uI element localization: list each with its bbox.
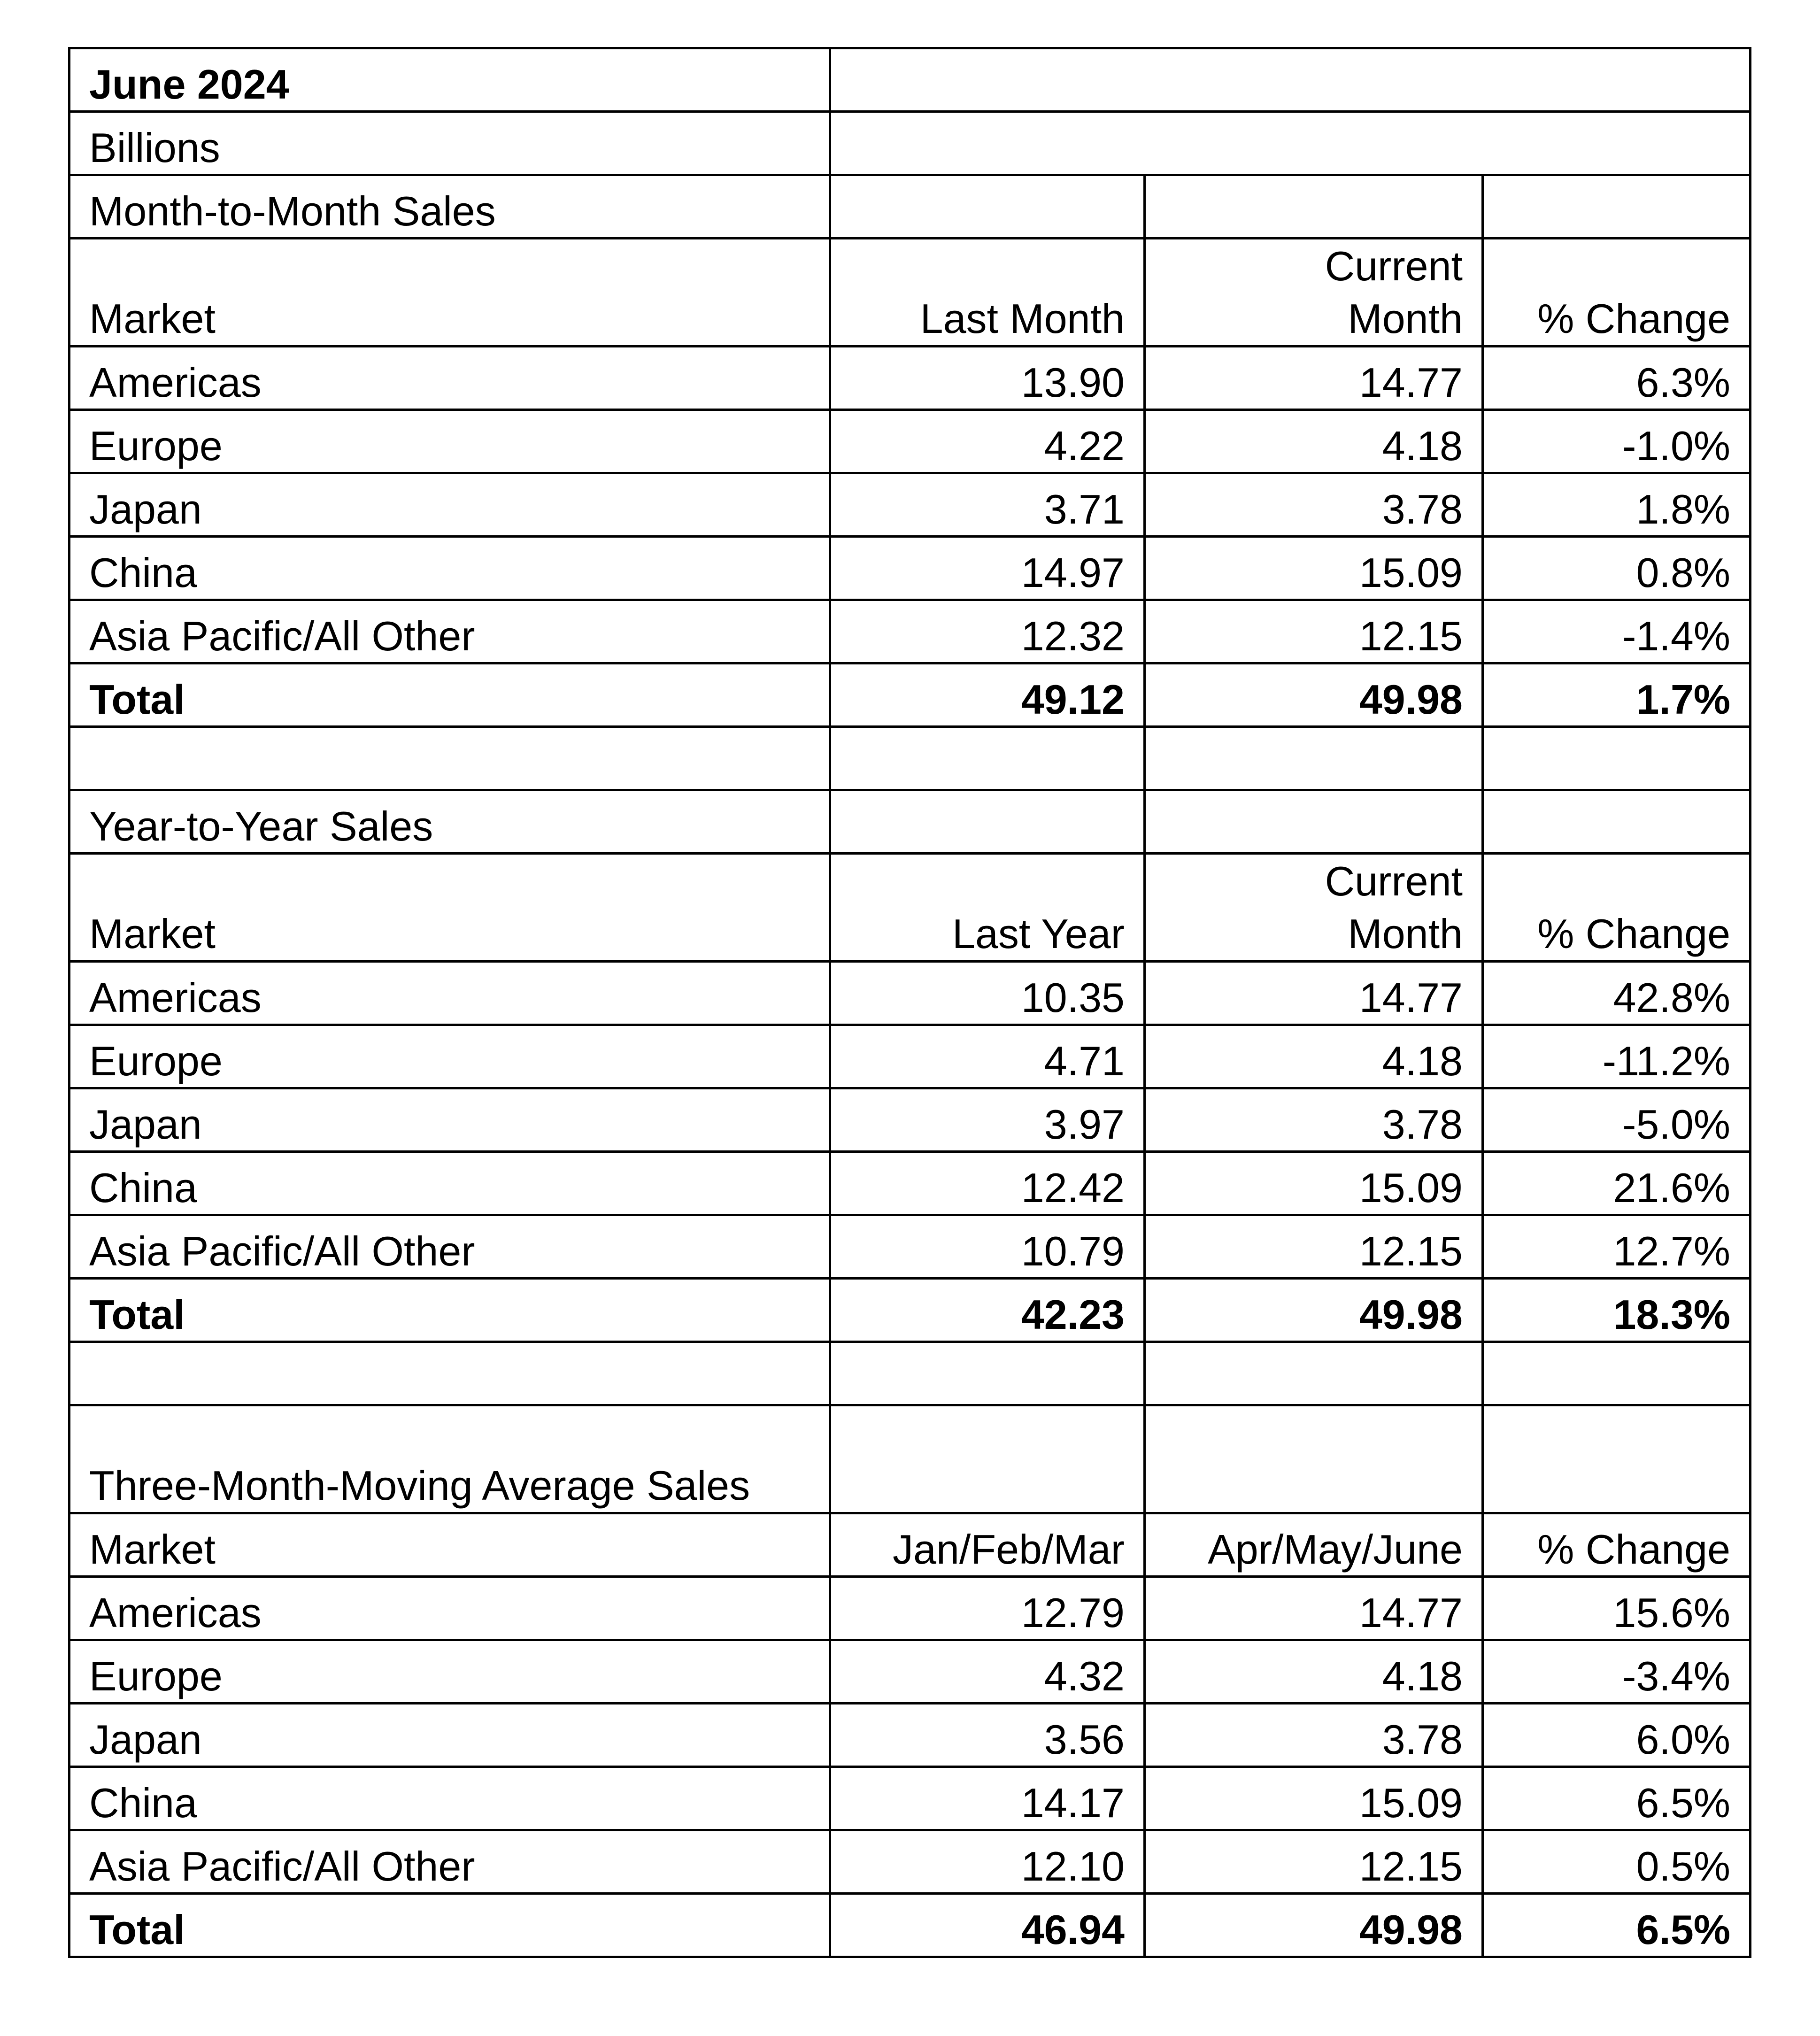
empty-cell bbox=[830, 48, 1751, 112]
section-heading: Three-Month-Moving Average Sales bbox=[69, 1405, 830, 1513]
column-header-apr-may-june: Apr/May/June bbox=[1145, 1513, 1483, 1577]
pct-cell: 6.0% bbox=[1483, 1704, 1751, 1767]
table-row bbox=[69, 1152, 1751, 1215]
empty-cell bbox=[830, 112, 1751, 175]
market-cell: China bbox=[69, 537, 830, 600]
value-cell: 4.18 bbox=[1145, 1640, 1483, 1704]
empty-cell bbox=[1483, 1342, 1751, 1405]
empty-cell bbox=[69, 1342, 830, 1405]
total-row bbox=[69, 1894, 1751, 1957]
pct-cell: 21.6% bbox=[1483, 1152, 1751, 1215]
value-cell: 3.56 bbox=[830, 1704, 1145, 1767]
column-header-market: Market bbox=[69, 1513, 830, 1577]
empty-cell bbox=[1145, 790, 1483, 854]
market-cell: Japan bbox=[69, 1088, 830, 1152]
value-cell: 12.10 bbox=[830, 1830, 1145, 1894]
total-pct: 1.7% bbox=[1483, 663, 1751, 727]
value-cell: 3.97 bbox=[830, 1088, 1145, 1152]
market-cell: Europe bbox=[69, 1640, 830, 1704]
table-row bbox=[69, 1704, 1751, 1767]
total-value: 49.12 bbox=[830, 663, 1145, 727]
total-value: 42.23 bbox=[830, 1279, 1145, 1342]
value-cell: 14.77 bbox=[1145, 962, 1483, 1025]
table-row bbox=[69, 600, 1751, 663]
empty-cell bbox=[1145, 727, 1483, 790]
total-row bbox=[69, 1279, 1751, 1342]
market-cell: Asia Pacific/All Other bbox=[69, 600, 830, 663]
value-cell: 12.79 bbox=[830, 1577, 1145, 1640]
total-value: 46.94 bbox=[830, 1894, 1145, 1957]
value-cell: 4.22 bbox=[830, 410, 1145, 473]
table-row bbox=[69, 962, 1751, 1025]
value-cell: 3.71 bbox=[830, 473, 1145, 537]
section-heading: Year-to-Year Sales bbox=[69, 790, 830, 854]
units-row bbox=[69, 112, 1751, 175]
value-cell: 12.15 bbox=[1145, 600, 1483, 663]
empty-cell bbox=[830, 727, 1145, 790]
market-cell: China bbox=[69, 1767, 830, 1830]
pct-cell: -11.2% bbox=[1483, 1025, 1751, 1088]
empty-cell bbox=[830, 1342, 1145, 1405]
empty-cell bbox=[1145, 175, 1483, 239]
empty-cell bbox=[1483, 790, 1751, 854]
total-row bbox=[69, 663, 1751, 727]
column-header-row bbox=[69, 854, 1751, 962]
column-header-pct-change: % Change bbox=[1483, 854, 1751, 962]
value-cell: 10.35 bbox=[830, 962, 1145, 1025]
header-line: Current bbox=[1325, 858, 1463, 904]
market-cell: Americas bbox=[69, 347, 830, 410]
empty-cell bbox=[1483, 727, 1751, 790]
value-cell: 3.78 bbox=[1145, 1088, 1483, 1152]
total-label: Total bbox=[69, 1894, 830, 1957]
value-cell: 15.09 bbox=[1145, 537, 1483, 600]
column-header-market: Market bbox=[69, 854, 830, 962]
value-cell: 4.32 bbox=[830, 1640, 1145, 1704]
value-cell: 3.78 bbox=[1145, 473, 1483, 537]
table-row bbox=[69, 410, 1751, 473]
total-label: Total bbox=[69, 663, 830, 727]
value-cell: 4.18 bbox=[1145, 1025, 1483, 1088]
units-label: Billions bbox=[69, 112, 830, 175]
column-header-jan-feb-mar: Jan/Feb/Mar bbox=[830, 1513, 1145, 1577]
spacer-row bbox=[69, 727, 1751, 790]
column-header-last-month: Last Month bbox=[830, 239, 1145, 347]
pct-cell: 15.6% bbox=[1483, 1577, 1751, 1640]
empty-cell bbox=[830, 175, 1145, 239]
report-title: June 2024 bbox=[69, 48, 830, 112]
market-cell: Europe bbox=[69, 1025, 830, 1088]
column-header-row bbox=[69, 1513, 1751, 1577]
header-line: Current bbox=[1325, 243, 1463, 289]
empty-cell bbox=[830, 1405, 1145, 1513]
value-cell: 4.18 bbox=[1145, 410, 1483, 473]
market-cell: Americas bbox=[69, 962, 830, 1025]
value-cell: 15.09 bbox=[1145, 1767, 1483, 1830]
header-line: Month bbox=[1348, 295, 1463, 342]
value-cell: 4.71 bbox=[830, 1025, 1145, 1088]
value-cell: 14.77 bbox=[1145, 347, 1483, 410]
table-row bbox=[69, 1025, 1751, 1088]
market-cell: Asia Pacific/All Other bbox=[69, 1830, 830, 1894]
value-cell: 15.09 bbox=[1145, 1152, 1483, 1215]
total-pct: 6.5% bbox=[1483, 1894, 1751, 1957]
table-row bbox=[69, 1577, 1751, 1640]
value-cell: 12.15 bbox=[1145, 1830, 1483, 1894]
table-row bbox=[69, 1640, 1751, 1704]
column-header-current-month bbox=[1145, 854, 1483, 962]
table-row bbox=[69, 1215, 1751, 1279]
section-heading-row bbox=[69, 790, 1751, 854]
table-row bbox=[69, 473, 1751, 537]
pct-cell: -1.0% bbox=[1483, 410, 1751, 473]
pct-cell: -5.0% bbox=[1483, 1088, 1751, 1152]
total-pct: 18.3% bbox=[1483, 1279, 1751, 1342]
market-cell: China bbox=[69, 1152, 830, 1215]
column-header-last-year: Last Year bbox=[830, 854, 1145, 962]
total-value: 49.98 bbox=[1145, 1894, 1483, 1957]
table-row bbox=[69, 1767, 1751, 1830]
section-heading: Month-to-Month Sales bbox=[69, 175, 830, 239]
pct-cell: -1.4% bbox=[1483, 600, 1751, 663]
total-value: 49.98 bbox=[1145, 1279, 1483, 1342]
market-cell: Europe bbox=[69, 410, 830, 473]
value-cell: 12.42 bbox=[830, 1152, 1145, 1215]
value-cell: 14.17 bbox=[830, 1767, 1145, 1830]
table-row bbox=[69, 537, 1751, 600]
column-header-row bbox=[69, 239, 1751, 347]
empty-cell bbox=[1145, 1342, 1483, 1405]
sales-table bbox=[68, 47, 1751, 1958]
pct-cell: 1.8% bbox=[1483, 473, 1751, 537]
total-value: 49.98 bbox=[1145, 663, 1483, 727]
column-header-pct-change: % Change bbox=[1483, 1513, 1751, 1577]
table-row bbox=[69, 347, 1751, 410]
section-heading-row bbox=[69, 175, 1751, 239]
value-cell: 14.97 bbox=[830, 537, 1145, 600]
empty-cell bbox=[830, 790, 1145, 854]
header-line: Month bbox=[1348, 910, 1463, 957]
market-cell: Japan bbox=[69, 1704, 830, 1767]
pct-cell: 6.3% bbox=[1483, 347, 1751, 410]
empty-cell bbox=[1145, 1405, 1483, 1513]
value-cell: 12.15 bbox=[1145, 1215, 1483, 1279]
spacer-row bbox=[69, 1342, 1751, 1405]
pct-cell: 0.5% bbox=[1483, 1830, 1751, 1894]
section-heading-row bbox=[69, 1405, 1751, 1513]
empty-cell bbox=[1483, 1405, 1751, 1513]
empty-cell bbox=[69, 727, 830, 790]
pct-cell: 12.7% bbox=[1483, 1215, 1751, 1279]
market-cell: Americas bbox=[69, 1577, 830, 1640]
value-cell: 13.90 bbox=[830, 347, 1145, 410]
table-row bbox=[69, 1088, 1751, 1152]
pct-cell: 42.8% bbox=[1483, 962, 1751, 1025]
table-row bbox=[69, 1830, 1751, 1894]
value-cell: 12.32 bbox=[830, 600, 1145, 663]
total-label: Total bbox=[69, 1279, 830, 1342]
value-cell: 10.79 bbox=[830, 1215, 1145, 1279]
market-cell: Asia Pacific/All Other bbox=[69, 1215, 830, 1279]
column-header-pct-change: % Change bbox=[1483, 239, 1751, 347]
market-cell: Japan bbox=[69, 473, 830, 537]
empty-cell bbox=[1483, 175, 1751, 239]
pct-cell: 6.5% bbox=[1483, 1767, 1751, 1830]
value-cell: 3.78 bbox=[1145, 1704, 1483, 1767]
pct-cell: 0.8% bbox=[1483, 537, 1751, 600]
column-header-current-month bbox=[1145, 239, 1483, 347]
pct-cell: -3.4% bbox=[1483, 1640, 1751, 1704]
title-row bbox=[69, 48, 1751, 112]
column-header-market: Market bbox=[69, 239, 830, 347]
value-cell: 14.77 bbox=[1145, 1577, 1483, 1640]
